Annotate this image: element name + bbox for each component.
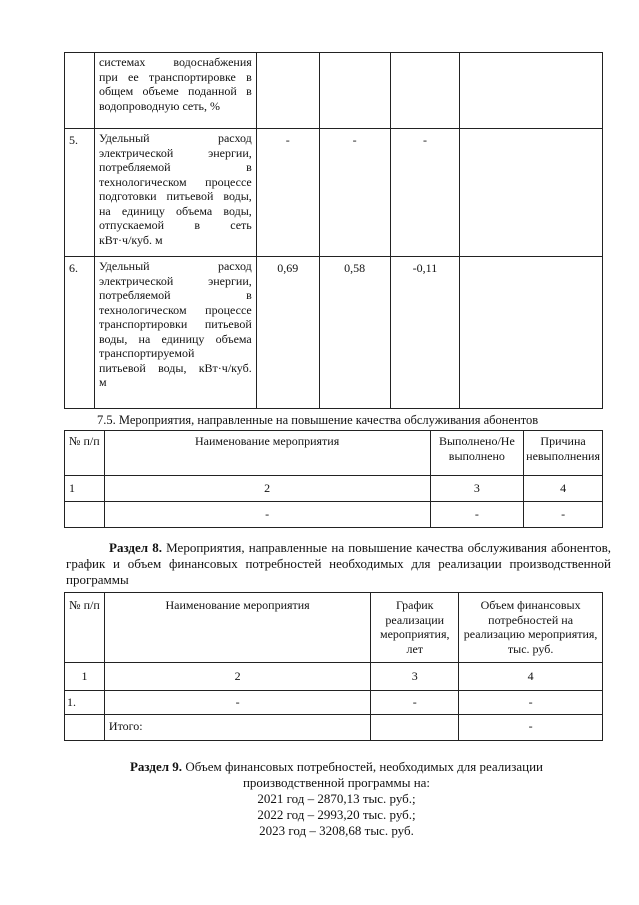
section-8-text: Мероприятия, направленные на повышение качества обслуживания абонентов, график и объем финансовых потребностей необходимых для реализации производственной программы xyxy=(66,540,611,587)
column-header: Наименование мероприятия xyxy=(104,431,430,476)
table-row xyxy=(65,691,603,715)
value-cell: 0,58 xyxy=(319,257,390,409)
status-cell: - xyxy=(430,502,524,528)
indicator-name: системах водоснабжения при ее транспортировке в общем объеме поданной в водопроводную сеть, % xyxy=(94,53,256,129)
indicator-name: Удельный расход электрической энергии, потребляемой в технологическом процессе транспортировки питьевой воды, на единицу объема транспортируемой питьевой воды, кВт·ч/куб. м xyxy=(94,257,256,409)
row-number: 6. xyxy=(65,257,95,409)
reason-cell: - xyxy=(524,502,603,528)
schedule-cell: - xyxy=(371,691,459,715)
value-cell: -0,11 xyxy=(390,257,460,409)
section-7-5-title: 7.5. Мероприятия, направленные на повышение качества обслуживания абонентов xyxy=(97,413,539,427)
row-number xyxy=(65,53,95,129)
column-header: Причина невыполнения xyxy=(524,431,603,476)
section-7-5-table xyxy=(64,430,603,528)
column-header: Выполнено/Не выполнено xyxy=(430,431,524,476)
section-8-label: Раздел 8. xyxy=(109,540,162,555)
table-row xyxy=(65,502,603,528)
value-cell: - xyxy=(319,129,390,257)
empty-cell xyxy=(65,715,105,741)
value-cell xyxy=(256,53,319,129)
year-amount: 2021 год – 2870,13 тыс. руб.; xyxy=(257,791,416,806)
column-number: 1 xyxy=(65,663,105,691)
row-number: 1. xyxy=(65,691,105,715)
value-cell xyxy=(319,53,390,129)
column-number: 1 xyxy=(65,476,105,502)
column-header: График реализации мероприятия, лет xyxy=(371,593,459,663)
column-number: 3 xyxy=(371,663,459,691)
row-number: 5. xyxy=(65,129,95,257)
column-header: Наименование мероприятия xyxy=(104,593,370,663)
column-header: № п/п xyxy=(65,593,105,663)
number-row xyxy=(65,476,603,502)
section-9-text-1: Объем финансовых потребностей, необходимых для реализации xyxy=(185,759,544,774)
measure-name: - xyxy=(104,502,430,528)
total-value: - xyxy=(459,715,603,741)
indicators-table xyxy=(64,52,603,409)
section-9-text-2: производственной программы на: xyxy=(242,775,431,790)
header-row xyxy=(65,431,603,476)
value-cell: - xyxy=(390,129,460,257)
empty-cell xyxy=(460,129,603,257)
total-row xyxy=(65,715,603,741)
row-number xyxy=(65,502,105,528)
column-number: 2 xyxy=(104,663,370,691)
year-amount: 2023 год – 3208,68 тыс. руб. xyxy=(259,823,414,838)
value-cell xyxy=(390,53,460,129)
finance-cell: - xyxy=(459,691,603,715)
section-8-table xyxy=(64,592,603,741)
section-8-heading xyxy=(66,540,611,588)
table-row xyxy=(65,129,603,257)
empty-cell xyxy=(460,257,603,409)
value-cell: - xyxy=(256,129,319,257)
section-9-label: Раздел 9. xyxy=(129,759,183,774)
column-number: 2 xyxy=(104,476,430,502)
section-9-heading xyxy=(64,759,609,839)
column-header: Объем финансовых потребностей на реализацию мероприятия, тыс. руб. xyxy=(459,593,603,663)
table-row xyxy=(65,257,603,409)
empty-cell xyxy=(371,715,459,741)
table-row xyxy=(65,53,603,129)
year-amount: 2022 год – 2993,20 тыс. руб.; xyxy=(257,807,416,822)
section-9-line-1 xyxy=(64,759,609,775)
measure-name: - xyxy=(104,691,370,715)
number-row xyxy=(65,663,603,691)
indicator-name: Удельный расход электрической энергии, потребляемой в технологическом процессе подготовки питьевой воды, на единицу объема воды, отпускаемой в сеть кВт·ч/куб. м xyxy=(94,129,256,257)
column-number: 3 xyxy=(430,476,524,502)
value-cell: 0,69 xyxy=(256,257,319,409)
column-header: № п/п xyxy=(65,431,105,476)
header-row xyxy=(65,593,603,663)
column-number: 4 xyxy=(524,476,603,502)
empty-cell xyxy=(460,53,603,129)
column-number: 4 xyxy=(459,663,603,691)
total-label: Итого: xyxy=(104,715,370,741)
